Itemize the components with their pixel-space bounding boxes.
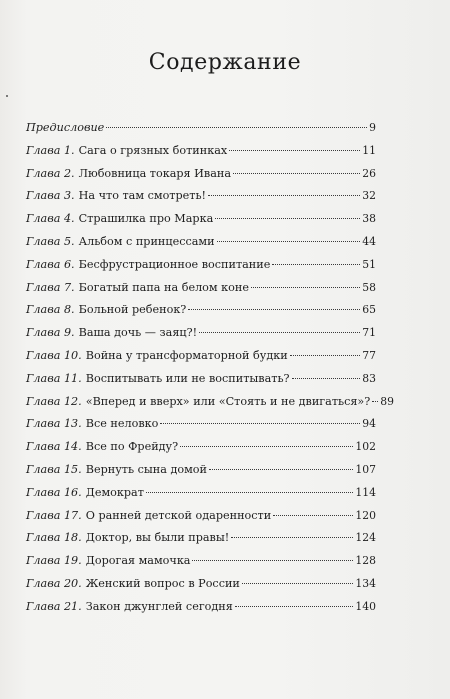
toc-entry-label: Глава 3. <box>26 189 75 203</box>
toc-entry <box>26 527 376 550</box>
toc-entry-label: Глава 8. <box>26 303 75 317</box>
toc-entry-title: На что там смотреть! <box>78 189 207 203</box>
toc-entry <box>26 185 376 208</box>
toc-page-number: 58 <box>362 280 376 294</box>
toc-page-number: 44 <box>362 234 376 248</box>
toc-entry <box>26 163 376 186</box>
toc-dot-leader <box>235 606 354 607</box>
toc-entry-label: Предисловие <box>26 121 105 134</box>
toc-entry-label: Глава 15. <box>26 462 82 476</box>
toc-entry <box>26 299 376 322</box>
toc-page-number: 94 <box>362 417 376 431</box>
toc-entry-title: Закон джунглей сегодня <box>85 599 233 613</box>
toc-entry-title: Больной ребенок? <box>78 303 187 317</box>
toc-entry-title: О ранней детской одаренности <box>85 508 272 522</box>
toc-dot-leader <box>231 537 353 538</box>
toc-entry <box>26 322 376 345</box>
toc-page-number: 51 <box>362 257 376 271</box>
toc-page-number: 32 <box>362 189 376 203</box>
toc-entry-title: Сага о грязных ботинках <box>78 143 228 157</box>
toc-entry-label: Глава 12. <box>26 394 82 408</box>
toc-entry <box>26 345 376 368</box>
toc-entry-title: Демократ <box>85 485 144 499</box>
toc-entry-label: Глава 14. <box>26 440 82 454</box>
toc-entry-label: Глава 20. <box>26 576 82 590</box>
toc-page-number: 134 <box>355 576 376 590</box>
toc-entry-title: Любовница токаря Ивана <box>78 166 232 180</box>
toc-entry-label: Глава 5. <box>26 234 75 248</box>
toc-page-number: 128 <box>355 554 376 568</box>
toc-entry <box>26 117 376 140</box>
toc-dot-leader <box>188 309 360 310</box>
toc-entry <box>26 413 376 436</box>
toc-entry-label: Глава 7. <box>26 280 75 294</box>
toc-dot-leader <box>242 583 354 584</box>
toc-dot-leader <box>229 150 360 151</box>
toc-entry-title: Воспитывать или не воспитывать? <box>85 371 290 385</box>
toc-entry-title: Доктор, вы были правы! <box>85 531 230 545</box>
toc-entry-title: Вернуть сына домой <box>85 462 207 476</box>
toc-entry <box>26 550 376 573</box>
toc-entry-title: Дорогая мамочка <box>85 554 191 568</box>
toc-dot-leader <box>160 423 360 424</box>
toc-page-number: 38 <box>362 212 376 226</box>
toc-dot-leader <box>180 446 353 447</box>
toc-page-number: 26 <box>362 166 376 180</box>
toc-page-number: 120 <box>355 508 376 522</box>
toc-entry-label: Глава 16. <box>26 485 82 499</box>
toc-entry-title: «Вперед и вверх» или «Стоять и не двигаться»? <box>85 394 371 408</box>
toc-dot-leader <box>272 264 360 265</box>
toc-dot-leader <box>209 469 353 470</box>
toc-dot-leader <box>199 332 360 333</box>
toc-entry <box>26 505 376 528</box>
toc-page-number: 89 <box>380 394 395 408</box>
toc-entry-label: Глава 6. <box>26 257 75 271</box>
paper-speck <box>6 95 8 97</box>
toc-dot-leader <box>233 173 360 174</box>
toc-entry <box>26 231 376 254</box>
toc-entry-label: Глава 11. <box>26 371 82 385</box>
toc-page-number: 65 <box>362 303 376 317</box>
toc-entry <box>26 482 376 505</box>
toc-entry-label: Глава 17. <box>26 508 82 522</box>
toc-dot-leader <box>146 492 353 493</box>
toc-page-number: 11 <box>362 143 376 157</box>
page-title: Содержание <box>148 50 302 75</box>
toc-entry-label: Глава 19. <box>26 554 82 568</box>
toc-dot-leader <box>290 355 361 356</box>
toc-dot-leader <box>215 218 360 219</box>
toc-entry <box>26 140 376 163</box>
toc-entry <box>26 277 376 300</box>
toc-entry-label: Глава 9. <box>26 326 75 340</box>
toc-entry <box>26 596 376 619</box>
toc-entry <box>26 459 376 482</box>
toc-entry <box>26 208 376 231</box>
toc-entry <box>26 368 376 391</box>
toc-page-number: 107 <box>355 462 376 476</box>
toc-entry <box>26 391 395 414</box>
toc-entry-label: Глава 21. <box>26 599 82 613</box>
toc-entry-title: Бесфрустрационное воспитание <box>78 257 271 271</box>
toc-entry-title: Женский вопрос в России <box>85 576 240 590</box>
toc-entry <box>26 436 376 459</box>
toc-page-number: 83 <box>362 371 376 385</box>
toc-dot-leader <box>372 401 378 402</box>
toc-entry <box>26 254 376 277</box>
table-of-contents <box>26 117 395 619</box>
toc-entry-title: Страшилка про Марка <box>78 212 214 226</box>
toc-entry-label: Глава 13. <box>26 417 82 431</box>
toc-entry-label: Глава 18. <box>26 531 82 545</box>
toc-page-number: 71 <box>362 326 376 340</box>
toc-dot-leader <box>106 127 367 128</box>
toc-dot-leader <box>192 560 353 561</box>
toc-entry-title: Все по Фрейду? <box>85 440 179 454</box>
toc-entry-label: Глава 2. <box>26 166 75 180</box>
toc-entry-title: Альбом с принцессами <box>78 234 215 248</box>
toc-dot-leader <box>251 287 360 288</box>
toc-entry-title: Война у трансформаторной будки <box>85 348 288 362</box>
toc-entry-label: Глава 4. <box>26 212 75 226</box>
toc-entry <box>26 573 376 596</box>
toc-page-number: 102 <box>355 440 376 454</box>
toc-dot-leader <box>292 378 361 379</box>
toc-page-number: 9 <box>369 121 376 134</box>
toc-page-number: 77 <box>362 348 376 362</box>
toc-page-number: 114 <box>355 485 376 499</box>
toc-dot-leader <box>273 515 353 516</box>
toc-entry-label: Глава 10. <box>26 348 82 362</box>
toc-page-number: 124 <box>355 531 376 545</box>
toc-dot-leader <box>217 241 361 242</box>
toc-page-number: 140 <box>355 599 376 613</box>
toc-entry-title: Все неловко <box>85 417 159 431</box>
toc-entry-title: Ваша дочь — заяц?! <box>78 326 198 340</box>
toc-entry-label: Глава 1. <box>26 143 75 157</box>
toc-dot-leader <box>208 195 360 196</box>
toc-entry-title: Богатый папа на белом коне <box>78 280 249 294</box>
